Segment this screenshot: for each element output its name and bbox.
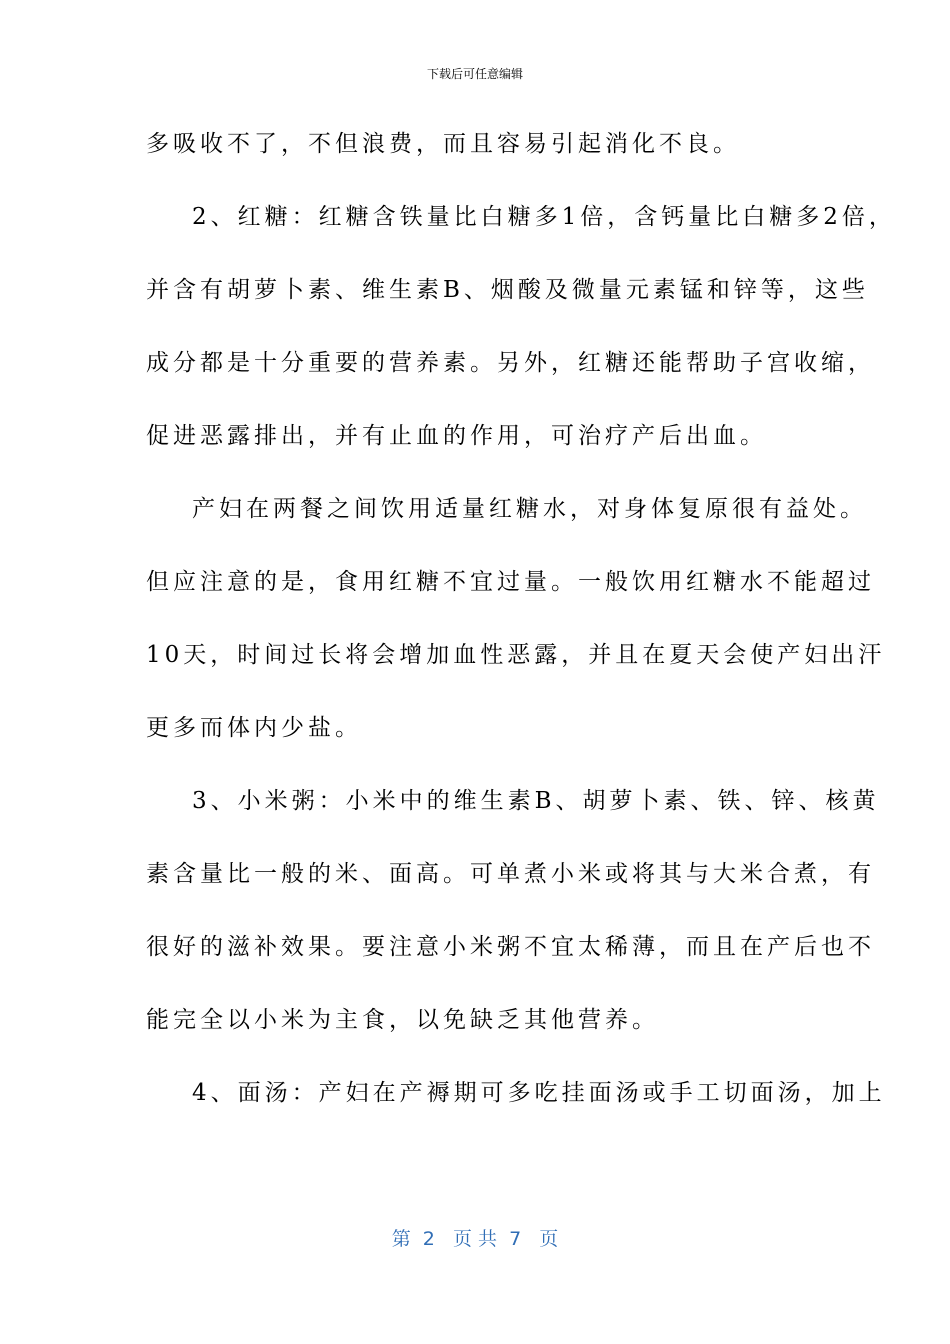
- body-line: 10天，时间过长将会增加血性恶露，并且在夏天会使产妇出汗: [146, 642, 886, 668]
- body-line-paragraph-start: 2、红糖：红糖含铁量比白糖多1倍，含钙量比白糖多2倍，: [192, 204, 896, 230]
- body-line: 很好的滋补效果。要注意小米粥不宜太稀薄，而且在产后也不: [146, 934, 875, 960]
- body-line: 能完全以小米为主食，以免缺乏其他营养。: [146, 1007, 659, 1033]
- body-line: 素含量比一般的米、面高。可单煮小米或将其与大米合煮，有: [146, 861, 875, 887]
- body-line-paragraph-start: 产妇在两餐之间饮用适量红糖水，对身体复原很有益处。: [192, 496, 867, 522]
- page-header: 下载后可任意编辑: [426, 67, 523, 81]
- body-line: 但应注意的是，食用红糖不宜过量。一般饮用红糖水不能超过: [146, 569, 875, 595]
- body-line: 更多而体内少盐。: [146, 715, 362, 741]
- document-body: [146, 118, 896, 1140]
- body-line: 并含有胡萝卜素、维生素B、烟酸及微量元素锰和锌等，这些: [146, 277, 869, 303]
- body-line-paragraph-start: 3、小米粥：小米中的维生素B、胡萝卜素、铁、锌、核黄: [192, 788, 880, 814]
- body-line: 促进恶露排出，并有止血的作用，可治疗产后出血。: [146, 423, 767, 449]
- page-number-footer: 第 2 页 共 7 页: [391, 1228, 559, 1250]
- body-line: 成分都是十分重要的营养素。另外，红糖还能帮助子宫收缩，: [146, 350, 875, 376]
- body-line-paragraph-start: 4、面汤：产妇在产褥期可多吃挂面汤或手工切面汤，加上: [192, 1080, 886, 1106]
- body-line: 多吸收不了，不但浪费，而且容易引起消化不良。: [146, 131, 740, 157]
